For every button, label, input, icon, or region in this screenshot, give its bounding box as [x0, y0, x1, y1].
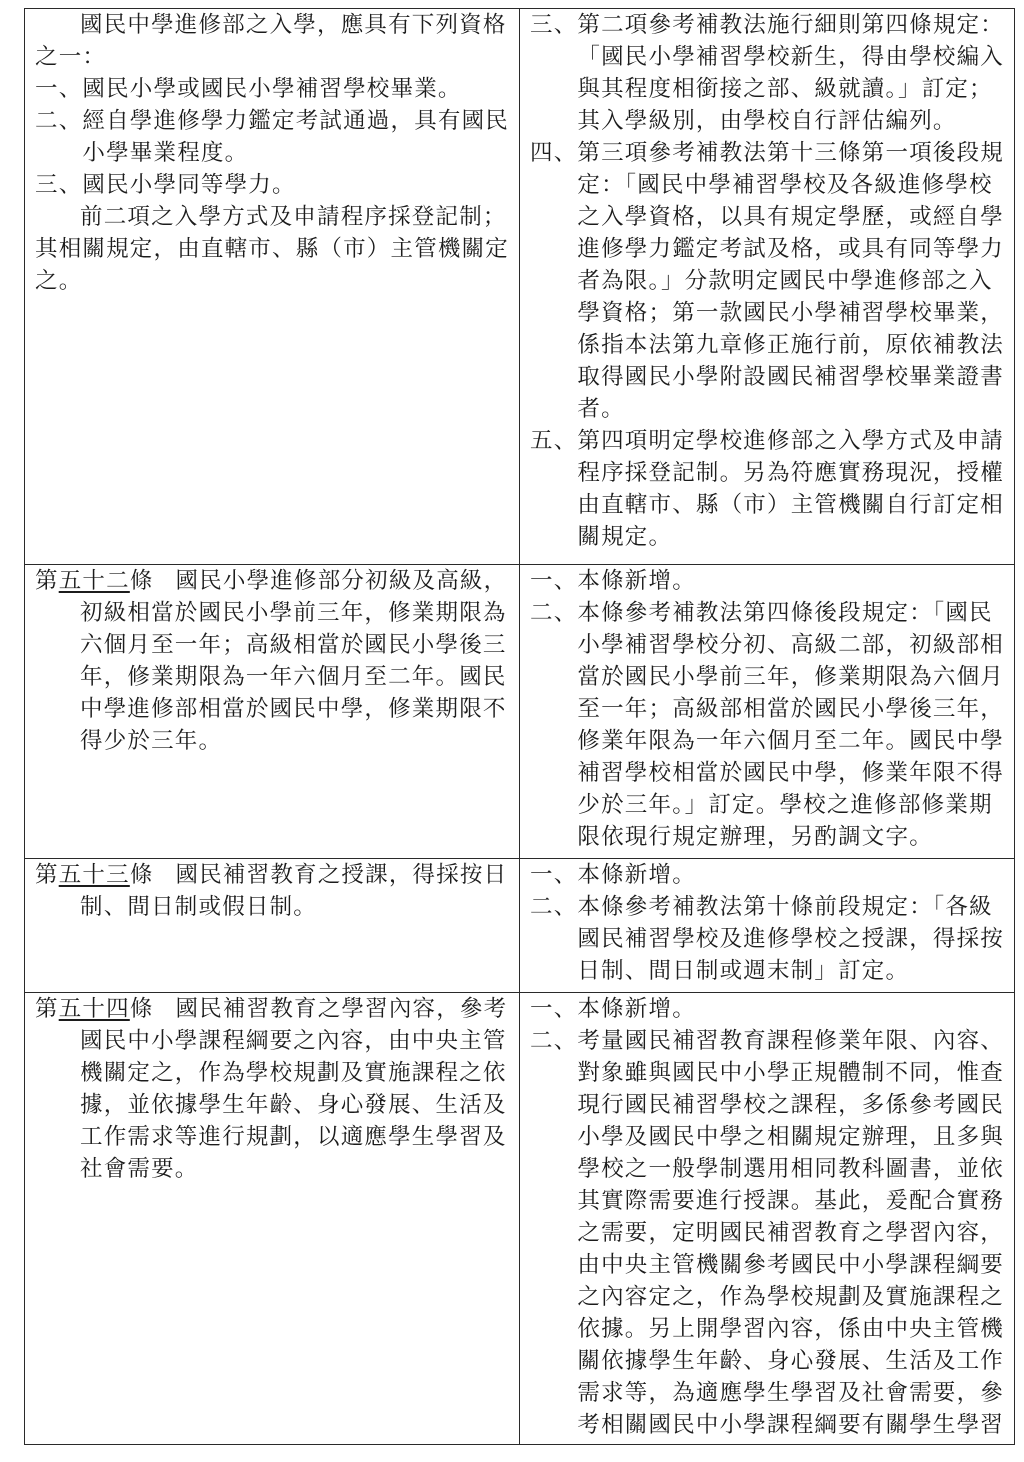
item-number: 一、 — [530, 862, 578, 888]
item-text: 經自學進修學力鑑定考試通過，具有國民小學畢業程度。 — [82, 108, 510, 166]
item-text: 本條新增。 — [577, 996, 696, 1022]
item-text: 本條參考補教法第四條後段規定：「國民小學補習學校分初、高級二部，初級部相當於國民小學前三年，修業期限為六個月至一年；高級部相當於國民小學後三年，修業年限為一年六個月至二年。國民中學補習學校相當於國民中學，修業年限不得少於三年。」訂定。學校之進修部修業期限依現行規定辦理，另酌調文字。 — [577, 600, 1005, 850]
list-item — [530, 565, 1006, 597]
article-body: 國民小學進修部分初級及高級，初級相當於國民小學前三年，修業期限為六個月至一年；高級相當於國民小學後三年，修業期限為一年六個月至二年。國民中學進修部相當於國民中學，修業期限不得少於三年。 — [80, 568, 508, 754]
article-text — [35, 859, 511, 923]
table-row — [25, 9, 1015, 565]
article-heading: 第五十二條 — [35, 568, 154, 594]
explanation-cell — [520, 993, 1015, 1445]
item-text: 本條新增。 — [577, 568, 696, 594]
list-item — [530, 597, 1006, 853]
article-text — [35, 565, 511, 757]
provision-cell — [25, 993, 520, 1445]
table-row — [25, 859, 1015, 993]
explanation-cell — [520, 565, 1015, 859]
item-number: 五、 — [530, 428, 578, 454]
item-text: 國民小學同等學力。 — [82, 172, 296, 198]
item-number: 一、 — [35, 76, 83, 102]
item-text: 本條參考補教法第十條前段規定：「各級國民補習學校及進修學校之授課，得採按日制、間日制或週末制」訂定。 — [577, 894, 1005, 984]
list-item — [530, 993, 1006, 1025]
list-item — [530, 891, 1006, 987]
explanation-cell — [520, 859, 1015, 993]
item-number: 二、 — [530, 894, 578, 920]
item-text: 本條新增。 — [577, 862, 696, 888]
item-text: 考量國民補習教育課程修業年限、內容、對象雖與國民中小學正規體制不同，惟查現行國民補習學校之課程，多係參考國民小學及國民中學之相關規定辦理，且多與學校之一般學制選用相同教科圖書，並依其實際需要進行授課。基此，爰配合實務之需要，定明國民補習教育之學習內容，由中央主管機關參考國民中小學課程綱要之內容定之，作為學校規劃及實施課程之依據。另上開學習內容，係由中央主管機關依據學生年齡、身心發展、生活及工作需求等，為適應學生學習及社會需要，參考相關國民中小學課程綱要有關學生學習 — [577, 1028, 1005, 1438]
provision-cell — [25, 859, 520, 993]
table-row — [25, 565, 1015, 859]
list-item — [530, 9, 1006, 137]
list-item — [530, 859, 1006, 891]
item-number: 一、 — [530, 568, 578, 594]
paragraph: 國民中學進修部之入學，應具有下列資格之一： — [35, 12, 507, 70]
item-number: 四、 — [530, 140, 578, 166]
list-item — [35, 169, 511, 201]
explanation-cell — [520, 9, 1015, 565]
article-number: 五十二 — [58, 568, 130, 594]
item-number: 二、 — [530, 600, 578, 626]
paragraph: 前二項之入學方式及申請程序採登記制；其相關規定，由直轄市、縣（市）主管機關定之。 — [35, 204, 510, 294]
list-item — [530, 1025, 1006, 1441]
item-number: 一、 — [530, 996, 578, 1022]
article-heading: 第五十四條 — [35, 996, 154, 1022]
item-number: 二、 — [35, 108, 83, 134]
article-body: 國民補習教育之授課，得採按日制、間日制或假日制。 — [80, 862, 508, 920]
article-heading: 第五十三條 — [35, 862, 154, 888]
table-row — [25, 993, 1015, 1445]
list-item — [35, 73, 511, 105]
regulation-comparison-table — [24, 8, 1015, 1445]
article-number: 五十四 — [58, 996, 130, 1022]
provision-cell — [25, 565, 520, 859]
article-body: 國民補習教育之學習內容，參考國民中小學課程綱要之內容，由中央主管機關定之，作為學校規劃及實施課程之依據，並依據學生年齡、身心發展、生活及工作需求等進行規劃，以適應學生學習及社會需要。 — [80, 996, 508, 1182]
list-item — [530, 425, 1006, 553]
article-number: 五十三 — [58, 862, 130, 888]
item-text: 第二項參考補教法施行細則第四條規定：「國民小學補習學校新生，得由學校編入與其程度相銜接之部、級就讀。」訂定；其入學級別，由學校自行評估編列。 — [577, 12, 1005, 134]
item-text: 第四項明定學校進修部之入學方式及申請程序採登記制。另為符應實務現況，授權由直轄市、縣（市）主管機關自行訂定相關規定。 — [577, 428, 1005, 550]
item-number: 二、 — [530, 1028, 578, 1054]
list-item — [530, 137, 1006, 425]
list-item — [35, 105, 511, 169]
item-number: 三、 — [35, 172, 83, 198]
item-number: 三、 — [530, 12, 578, 38]
item-text: 第三項參考補教法第十三條第一項後段規定：「國民中學補習學校及各級進修學校之入學資格，以具有規定學歷，或經自學進修學力鑑定考試及格，或具有同等學力者為限。」分款明定國民中學進修部之入學資格；第一款國民小學補習學校畢業，係指本法第九章修正施行前，原依補教法取得國民小學附設國民補習學校畢業證書者。 — [577, 140, 1005, 422]
provision-cell — [25, 9, 520, 565]
article-text — [35, 993, 511, 1185]
item-text: 國民小學或國民小學補習學校畢業。 — [82, 76, 462, 102]
